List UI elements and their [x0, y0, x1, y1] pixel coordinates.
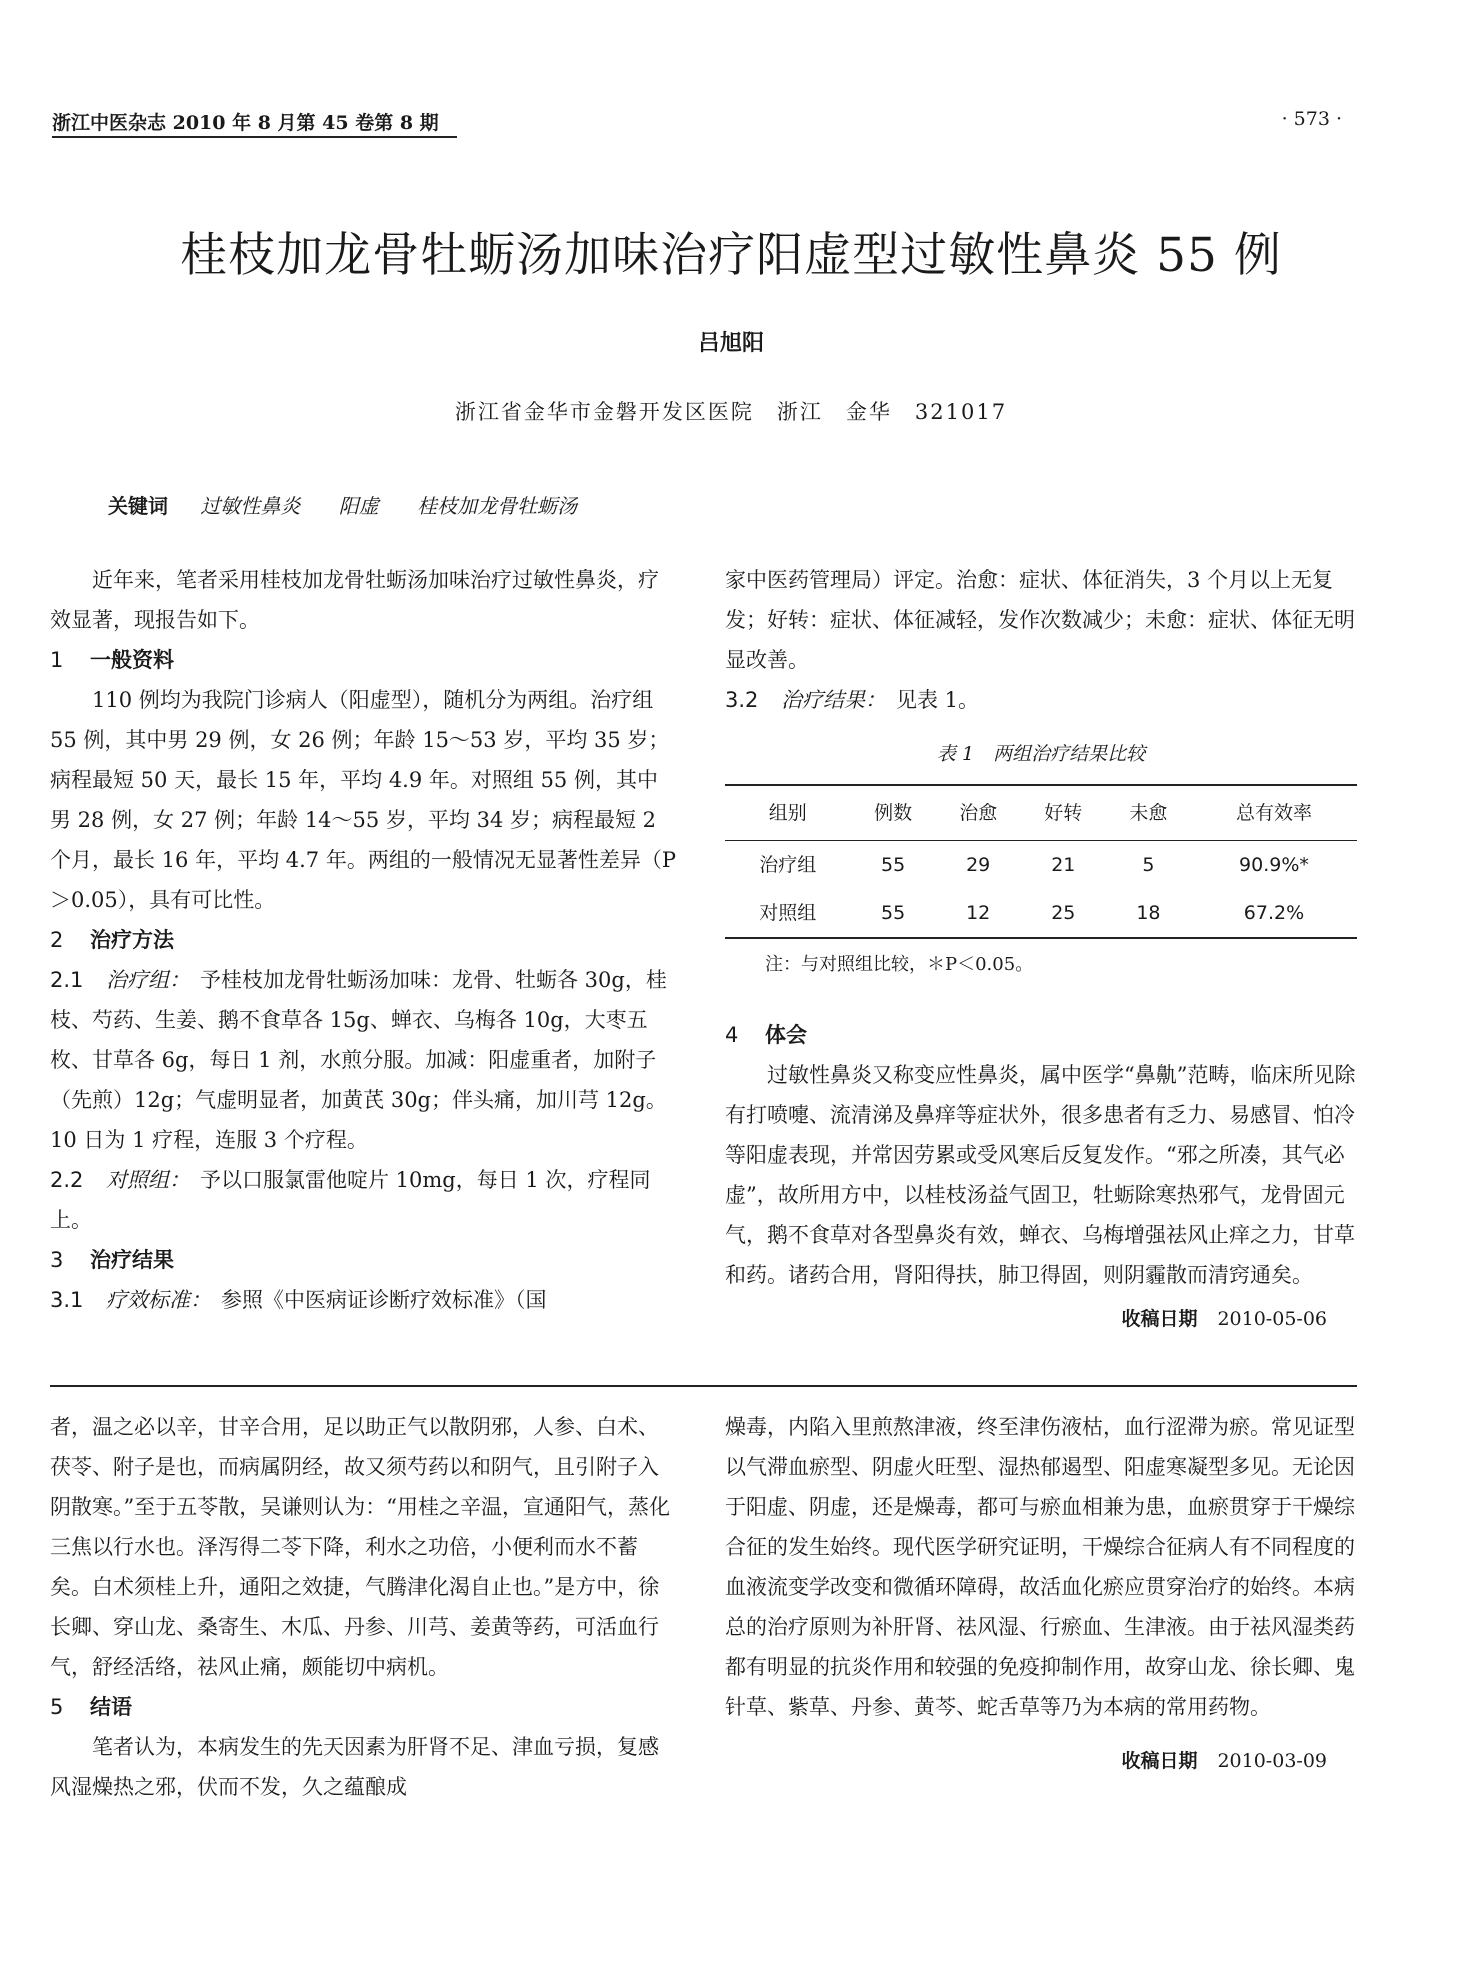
- table-cell: 90.9%*: [1239, 854, 1309, 876]
- column-left-bottom: [50, 1407, 676, 1807]
- table-cell: 治疗组: [759, 854, 817, 876]
- table-caption: 表 1 两组治疗结果比较: [936, 743, 1146, 765]
- received-date: 收稿日期 2010-03-09: [1121, 1750, 1327, 1772]
- table-header-cell: 总有效率: [1191, 785, 1357, 841]
- table-header-cell: 组别: [725, 785, 851, 841]
- keywords: [108, 490, 609, 519]
- table-cell: 67.2%: [1191, 889, 1357, 938]
- table-cell: 55: [880, 854, 906, 876]
- section-heading: 4 体会: [725, 1023, 807, 1047]
- subsection-paragraph: 2.1 治疗组： 予桂枝加龙骨牡蛎汤加味：龙骨、牡蛎各 30g，桂枝、芍药、生姜、鹅不食草各 15g、蝉衣、乌梅各 10g，大枣五枚、甘草各 6g，每日 1 剂，水煎分服。加减：阳虚重者，加附子（先煎）12g；气虚明显者，加黄芪 30g；伴头痛，加川芎 12g。10 日为 1 疗程，连服 3 个疗程。: [50, 968, 667, 1152]
- table-header-cell: 例数: [851, 785, 936, 841]
- paragraph: 燥毒，内陷入里煎熬津液，终至津伤液枯，血行涩滞为瘀。常见证型以气滞血瘀型、阴虚火旺型、湿热郁遏型、阳虚寒凝型多见。无论因于阳虚、阴虚，还是燥毒，都可与瘀血相兼为患，血瘀贯穿于干燥综合征的发生始终。现代医学研究证明，干燥综合征病人有不同程度的血液流变学改变和微循环障碍，故活血化瘀应贯穿治疗的始终。本病总的治疗原则为补肝肾、祛风湿、行瘀血、生津液。由于祛风湿类药都有明显的抗炎作用和较强的免疫抑制作用，故穿山龙、徐长卿、鬼针草、紫草、丹参、黄芩、蛇舌草等乃为本病的常用药物。: [725, 1415, 1355, 1719]
- table-header-cell: 未愈: [1106, 785, 1191, 841]
- keyword-term: 阳虚: [338, 494, 379, 518]
- keyword-term: 过敏性鼻炎: [200, 494, 301, 518]
- results-table: [725, 784, 1357, 939]
- table-cell: 29: [966, 854, 991, 876]
- table-row: [725, 841, 1357, 890]
- article-divider: [50, 1385, 1357, 1387]
- section-heading: 5 结语: [50, 1695, 132, 1719]
- keywords-label: 关键词: [108, 494, 168, 518]
- table-header-row: [725, 785, 1357, 841]
- section-heading: 3 治疗结果: [50, 1248, 174, 1272]
- table-header-cell: 治愈: [936, 785, 1021, 841]
- journal-header: 浙江中医杂志 2010 年 8 月第 45 卷第 8 期: [52, 112, 439, 134]
- article-title: 桂枝加龙骨牡蛎汤加味治疗阳虚型过敏性鼻炎 55 例: [180, 228, 1282, 283]
- table-cell: 25: [1021, 889, 1106, 938]
- column-right-top: [725, 560, 1357, 1339]
- header-underline: [52, 136, 457, 138]
- table-cell: 55: [851, 889, 936, 938]
- table-cell: 21: [1051, 854, 1076, 876]
- column-right-bottom: [725, 1407, 1357, 1781]
- table-cell: 12: [936, 889, 1021, 938]
- table-header-cell: 好转: [1021, 785, 1106, 841]
- section-heading: 2 治疗方法: [50, 928, 174, 952]
- paragraph: 者，温之必以辛，甘辛合用，足以助正气以散阴邪，人参、白术、茯苓、附子是也，而病属阴经，故又须芍药以和阴气，且引附子入阴散寒。”至于五苓散，吴谦则认为：“用桂之辛温，宣通阳气，蒸化三焦以行水也。泽泻得二苓下降，利水之功倍，小便利而水不蓄矣。白术须桂上升，通阳之效捷，气腾津化渴自止也。”是方中，徐长卿、穿山龙、桑寄生、木瓜、丹参、川芎、姜黄等药，可活血行气，舒经活络，祛风止痛，颇能切中病机。: [50, 1415, 670, 1679]
- page-number: · 573 ·: [1281, 108, 1342, 130]
- intro-paragraph: 近年来，笔者采用桂枝加龙骨牡蛎汤加味治疗过敏性鼻炎，疗效显著，现报告如下。: [50, 568, 659, 632]
- paragraph: 家中医药管理局）评定。治愈：症状、体征消失，3 个月以上无复发；好转：症状、体征减轻，发作次数减少；未愈：症状、体征无明显改善。: [725, 568, 1355, 672]
- section-heading: 1 一般资料: [50, 648, 174, 672]
- table-cell: 5: [1142, 854, 1155, 876]
- subsection-paragraph: 3.2 治疗结果： 见表 1。: [725, 688, 980, 712]
- table-cell: 对照组: [725, 889, 851, 938]
- column-left-top: [50, 560, 676, 1320]
- paragraph: 笔者认为，本病发生的先天因素为肝肾不足、津血亏损，复感风湿燥热之邪，伏而不发，久之蕴酿成: [50, 1735, 659, 1799]
- subsection-paragraph: 2.2 对照组： 予以口服氯雷他啶片 10mg，每日 1 次，疗程同上。: [50, 1168, 651, 1232]
- paragraph: 110 例均为我院门诊病人（阳虚型），随机分为两组。治疗组 55 例，其中男 29 例，女 26 例；年龄 15～53 岁，平均 35 岁；病程最短 50 天，最长 15 年，平均 4.9 年。对照组 55 例，其中男 28 例，女 27 例；年龄 14～55 岁，平均 34 岁；病程最短 2 个月，最长 16 年，平均 4.7 年。两组的一般情况无显著性差异（P＞0.05），具有可比性。: [50, 688, 676, 912]
- received-date: 收稿日期 2010-05-06: [1121, 1308, 1327, 1330]
- table-row: [725, 889, 1357, 938]
- affiliation: 浙江省金华市金磐开发区医院 浙江 金华 321017: [454, 400, 1008, 424]
- paragraph: 过敏性鼻炎又称变应性鼻炎，属中医学“鼻鼽”范畴，临床所见除有打喷嚏、流清涕及鼻痒等症状外，很多患者有乏力、易感冒、怕冷等阳虚表现，并常因劳累或受风寒后反复发作。“邪之所凑，其气必虚”，故所用方中，以桂枝汤益气固卫，牡蛎除寒热邪气，龙骨固元气，鹅不食草对各型鼻炎有效，蝉衣、乌梅增强祛风止痒之力，甘草和药。诸药合用，肾阳得扶，肺卫得固，则阴霾散而清窍通矣。: [725, 1063, 1356, 1287]
- table-note: 注：与对照组比较，＊P＜0.05。: [765, 954, 1034, 975]
- author: 吕旭阳: [697, 331, 764, 356]
- table-cell: 18: [1106, 889, 1191, 938]
- keyword-term: 桂枝加龙骨牡蛎汤: [417, 494, 578, 518]
- subsection-paragraph: 3.1 疗效标准： 参照《中医病证诊断疗效标准》（国: [50, 1288, 547, 1312]
